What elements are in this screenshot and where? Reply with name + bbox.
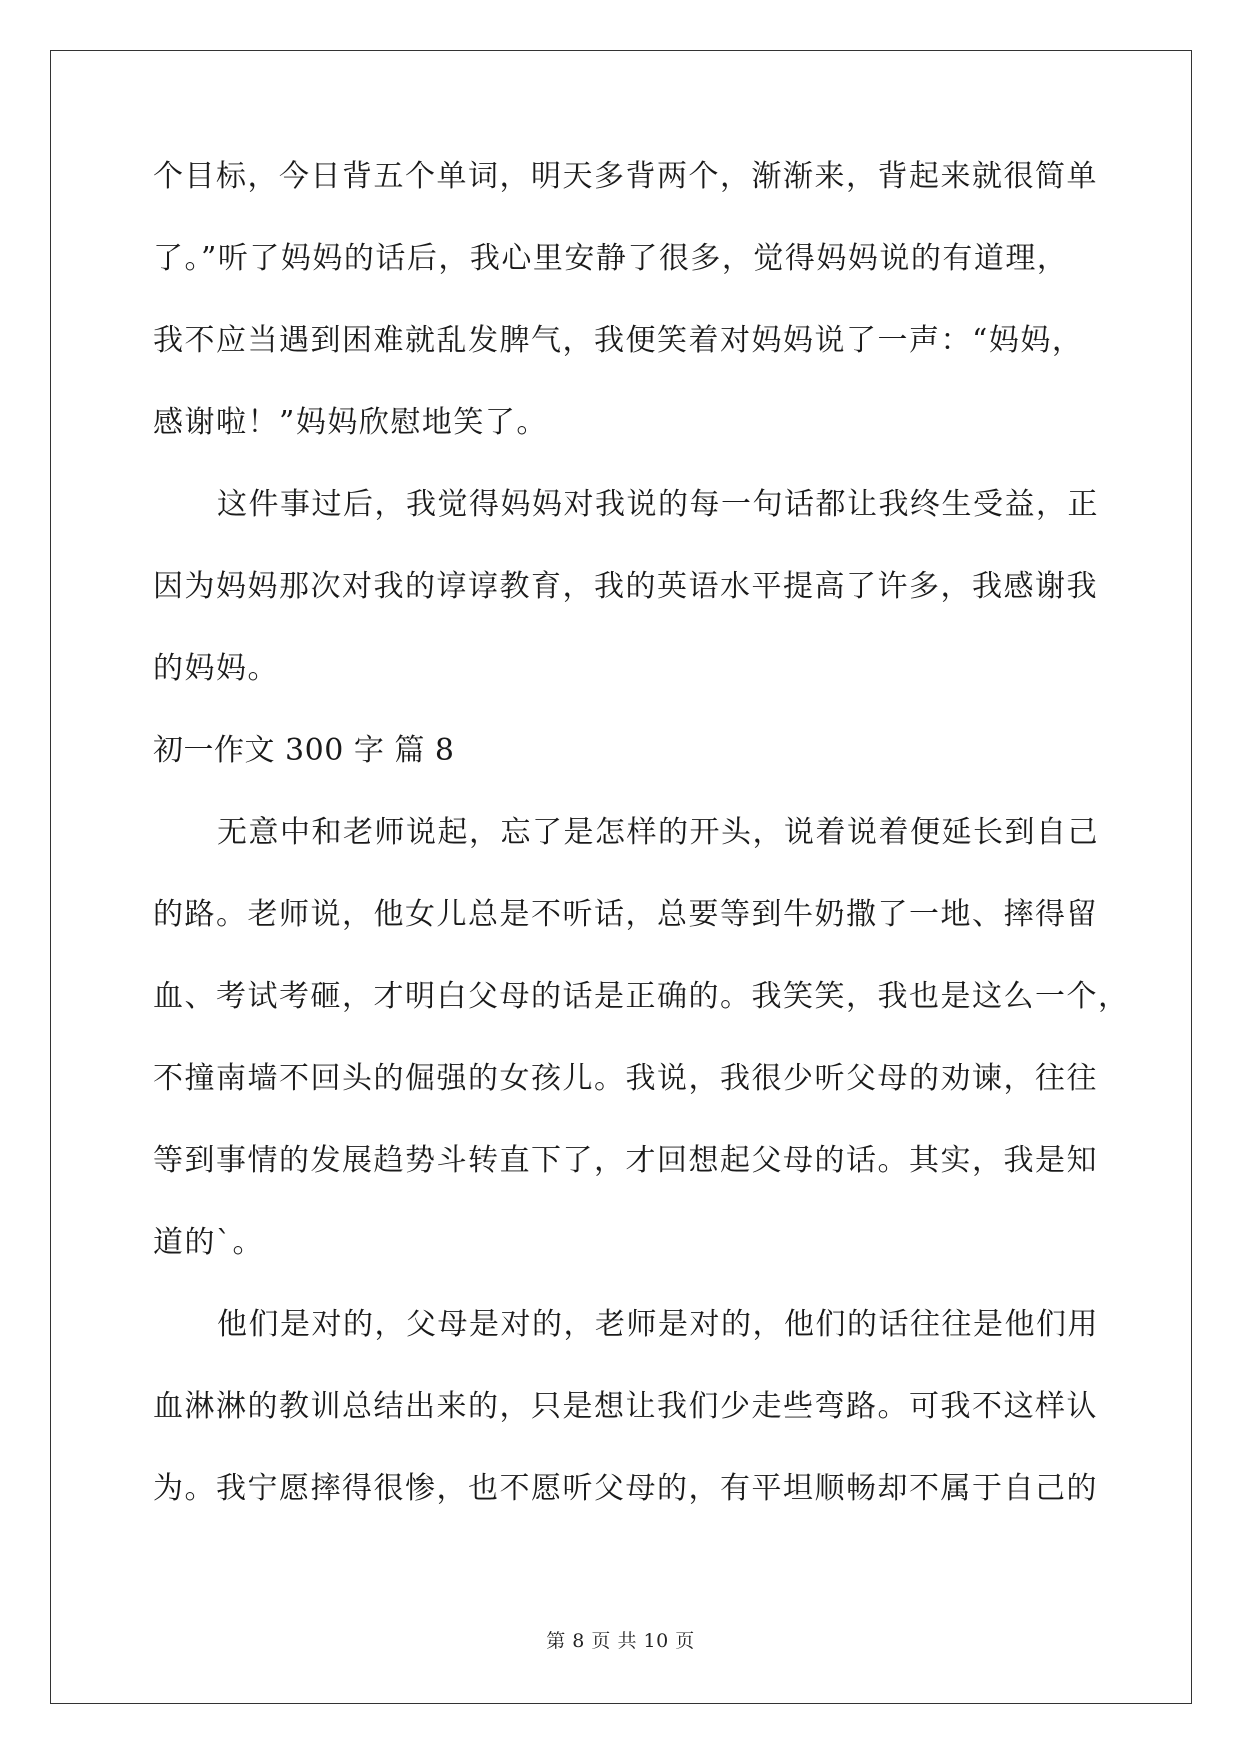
text-line-1: 个目标，今日背五个单词，明天多背两个，渐渐来，背起来就很简单 bbox=[153, 159, 1098, 194]
text-line-11: 血、考试考砸，才明白父母的话是正确的。我笑笑，我也是这么一个， bbox=[153, 979, 1130, 1014]
document-body bbox=[153, 159, 1130, 1554]
text-line-17: 为。我宁愿摔得很惨，也不愿听父母的，有平坦顺畅却不属于自己的 bbox=[153, 1471, 1098, 1506]
text-line-14: 道的`。 bbox=[153, 1225, 264, 1260]
text-line-16: 血淋淋的教训总结出来的，只是想让我们少走些弯路。可我不这样认 bbox=[153, 1389, 1098, 1424]
text-line-6: 因为妈妈那次对我的谆谆教育，我的英语水平提高了许多，我感谢我 bbox=[153, 569, 1098, 604]
text-line-12: 不撞南墙不回头的倔强的女孩儿。我说，我很少听父母的劝谏，往往 bbox=[153, 1061, 1098, 1096]
text-line-2: 了。”听了妈妈的话后，我心里安静了很多，觉得妈妈说的有道理， bbox=[153, 241, 1069, 276]
page-number-footer: 第 8 页 共 10 页 bbox=[546, 1630, 695, 1652]
text-line-4: 感谢啦！”妈妈欣慰地笑了。 bbox=[153, 405, 548, 440]
text-line-10: 的路。老师说，他女儿总是不听话，总要等到牛奶撒了一地、摔得留 bbox=[153, 897, 1098, 932]
text-line-13: 等到事情的发展趋势斗转直下了，才回想起父母的话。其实，我是知 bbox=[153, 1143, 1098, 1178]
text-line-9: 无意中和老师说起，忘了是怎样的开头，说着说着便延长到自己 bbox=[217, 815, 1099, 850]
text-line-7: 的妈妈。 bbox=[153, 651, 279, 686]
text-line-15: 他们是对的，父母是对的，老师是对的，他们的话往往是他们用 bbox=[217, 1307, 1099, 1342]
section-heading: 初一作文 300 字 篇 8 bbox=[153, 733, 455, 768]
text-line-5: 这件事过后，我觉得妈妈对我说的每一句话都让我终生受益，正 bbox=[217, 487, 1099, 522]
text-line-3: 我不应当遇到困难就乱发脾气，我便笑着对妈妈说了一声：“妈妈， bbox=[153, 323, 1084, 358]
